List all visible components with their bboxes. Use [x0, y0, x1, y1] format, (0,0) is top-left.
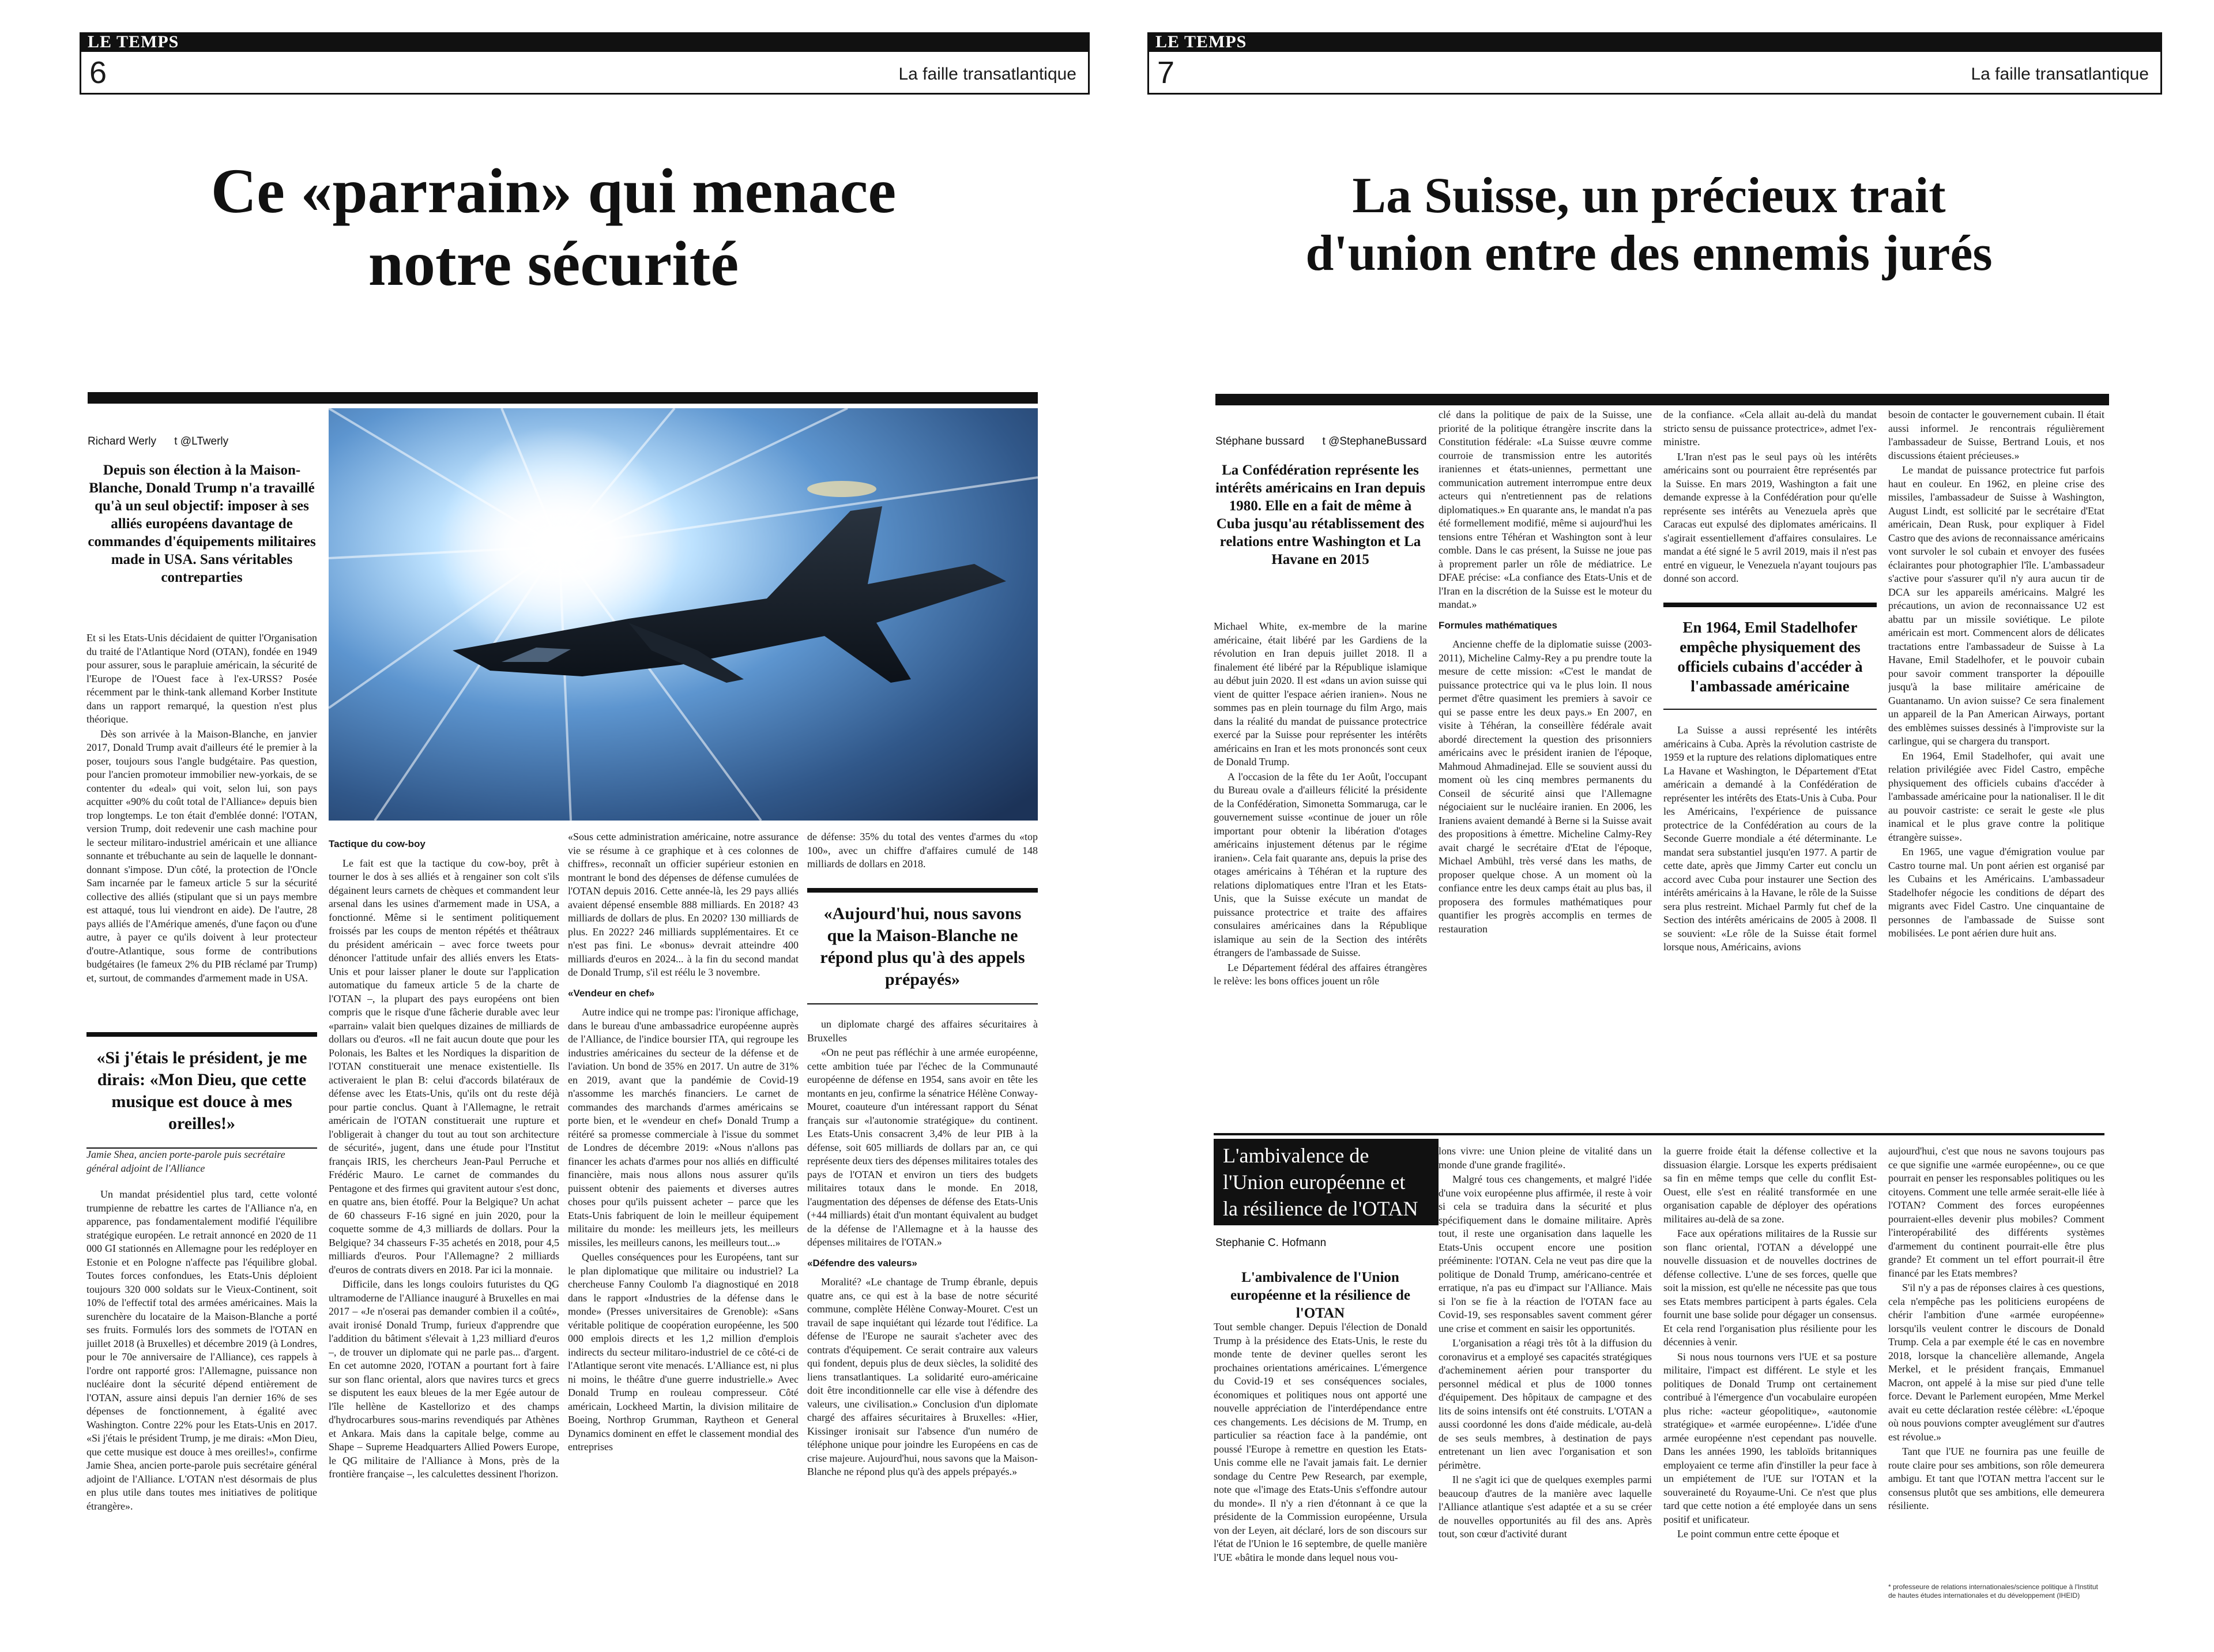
byline [1215, 435, 1426, 448]
paragraph: lons vivre: une Union pleine de vitalité dans un monde d'une grande fragilité». [1439, 1145, 1652, 1171]
paragraph: S'il n'y a pas de réponses claires à ces questions, cela n'empêche pas les politiciens européens de chérir l'ambition d'une «armée européenne» lorsqu'ils veulent contrer le discours de Donald Trump. Cela a par exemple été le cas en novembre 2018, lorsque la chancelière allemande, Angela Merkel, et le président français, Emmanuel Macron, ont appelé à la mise sur pied d'une telle force. Devant le Parlement européen, Mme Merkel avait eu cette déclaration restée célèbre: «L'époque où nous pouvions compter aveuglément sur d'autres est révolue.» [1888, 1282, 2104, 1443]
masthead-bar: LE TEMPS [1147, 32, 2162, 52]
pull-quote: En 1964, Emil Stadelhofer empêche physiquement des officiels cubains d'accéder à l'ambassade américaine [1663, 603, 1877, 710]
paragraph: de défense: 35% du total des ventes d'armes du «top 100», avec un chiffre d'affaires cumulé de 148 milliards de dollars en 2018. [807, 831, 1038, 870]
article-column-3 [1663, 408, 1877, 599]
fighter-jet-illustration [329, 408, 1038, 821]
paragraph: Si nous nous tournons vers l'UE et sa posture militaire, l'impact est différent. Le style et les politiques de Donald Trump ont certainement contribué à l'émergence d'un vocabulaire européen plus riche: «acteur géopolitique», «autonomie stratégique» et «armée européenne». L'idée d'une armée européenne n'est cependant pas nouvelle. Dans les années 1990, les tabloïds britanniques employaient ce terme afin d'instiller la peur face à un empiétement de l'UE sur l'OTAN et la souveraineté du Royaume-Uni. Ce n'est que plus tard que cette notion a été employée dans un sens positif et unificateur. [1663, 1350, 1877, 1525]
opinion-box-rule [1214, 1133, 2104, 1135]
paragraph: Face aux opérations militaires de la Russie sur son flanc oriental, l'OTAN a développé une nouvelle dissuasion et de nouvelles doctrines de défense collective. L'une de ses forces, quelle que soit la mission, est qu'elle ne nécessite pas que tous ses Etats membres participent à parts égales. Cela fournit une base solide pour dégager un consensus. Et cela rend l'organisation plus résiliente pour les décennies à venir. [1663, 1228, 1877, 1348]
paragraph: Moralité? «Le chantage de Trump ébranle, depuis quatre ans, ce qui est à la base de notre sécurité commune, complète Hélène Conway-Mouret. C'est un travail de sape inquiétant qui lézarde tout l'édifice. La défense de l'Europe ne saurait s'acheter avec des contrats d'équipement. Ce serait contraire aux valeurs qui fondent, depuis plus de deux siècles, la solidité des liens transatlantiques. La solidarité euro-américaine doit être inconditionnelle car elle vise à défendre des valeurs, une civilisation.» Conclusion d'un diplomate chargé des affaires sécuritaires à Bruxelles: «Hier, Kissinger ironisait sur l'absence d'un numéro de téléphone unique pour joindre les Européens en cas de crise majeure. Aujourd'hui, nous savons que la Maison-Blanche ne répond plus qu'à des appels prépayés.» [807, 1276, 1038, 1477]
paragraph: L'organisation a réagi très tôt à la diffusion du coronavirus et a employé ses capacités stratégiques d'acheminement aérien pour transporter du personnel médical et plus de 1000 tonnes d'équipement. Des hôpitaux de campagne et des lits de soins intensifs ont été construits. L'OTAN a aussi coordonné les dons d'aide médicale, au-delà de ses seuls membres, à destination de pays entretenant un lien avec l'organisation et son périmètre. [1439, 1337, 1652, 1471]
paragraph: la guerre froide était la défense collective et la dissuasion élargie. Lorsque les experts prédisaient sa fin en même temps que celle du conflit Est-Ouest, elle s'est en réalité transformée en une organisation capable de déployer des opérations militaires au-delà de sa zone. [1663, 1145, 1877, 1225]
paragraph: En 1965, une vague d'émigration voulue par Castro tourne mal. Un pont aérien est organisé par les Cubains et les Américains. L'ambassadeur Stadelhofer négocie les conditions de départ des migrants avec Fidel Castro. Une cinquantaine de personnes de l'ambassade de Suisse sont mobilisées. Le pont aérien dure huit ans. [1888, 846, 2104, 939]
byline-author: Stéphane bussard [1215, 435, 1305, 447]
fighter-jet-photo [329, 408, 1038, 821]
page-right [1107, 0, 2214, 1652]
headline-line-2: notre sécurité [368, 228, 739, 299]
paragraph: Le point commun entre cette époque et [1677, 1528, 1839, 1540]
article-column-2 [329, 830, 559, 1609]
footnote: * professeure de relations internationales/science politique à l'Institut de hautes études internationales et du développement (IHEID) [1888, 1583, 2098, 1600]
section-label: La faille transatlantique [898, 65, 1076, 84]
opinion-title-line-1: L'ambivalence de [1223, 1144, 1369, 1167]
opinion-column-4 [1888, 1145, 2104, 1568]
article-column-2 [1439, 408, 1652, 1122]
subheading: Tactique du cow-boy [329, 838, 426, 849]
opinion-column-3 [1663, 1145, 1877, 1609]
paragraph: de la confiance. «Cela allait au-delà du mandat stricto sensu de puissance protectrice», admet l'ex-ministre. [1663, 409, 1877, 447]
paragraph: Tout semble changer. Depuis l'élection de Donald Trump à la présidence des Etats-Unis, le reste du monde tente de deviner quelles seront les prochaines orientations américaines. L'émergence du Covid-19 et ses conséquences sociales, économiques et politiques nous ont apporté une nouvelle appréciation de l'interdépendance entre ces changements. Les décisions de M. Trump, en particulier sa réaction face à la pandémie, ont poussé l'Europe à remettre en question les Etats-Unis comme elle ne l'avait jamais fait. Le dernier sondage du Centre Pew Research, par exemple, note que «l'image des Etats-Unis s'effondre autour du monde». Il n'y a rien d'étonnant à ce que la présidente de la Commission européenne, Ursula von der Leyen, ait déclaré, lors de son discours sur l'état de l'Union le 16 septembre, de quelle manière l'UE «bâtira le monde dans lequel nous vou- [1214, 1321, 1427, 1563]
byline-twitter: t @LTwerly [174, 435, 229, 447]
masthead-bar: LE TEMPS [80, 32, 1090, 52]
opinion-column-1 [1214, 1320, 1427, 1609]
section-label: La faille transatlantique [1971, 65, 2149, 84]
byline-twitter: t @StephaneBussard [1322, 435, 1427, 447]
headline-line-2: d'union entre des ennemis jurés [1305, 225, 1993, 281]
paragraph: besoin de contacter le gouvernement cubain. Il était aussi informel. Je rencontrais régulièrement l'ambassadeur de Suisse, Bertrand Louis, et nos discussions étaient précieuses.» [1888, 409, 2104, 461]
article-column-1 [86, 631, 317, 1047]
opinion-author: Stephanie C. Hofmann [1215, 1237, 1327, 1249]
byline [88, 435, 228, 448]
headline [58, 155, 1049, 300]
paragraph: Autre indice qui ne trompe pas: l'ironique affichage, dans le bureau d'une ambassadrice européenne auprès de l'Alliance, de l'indice boursier ITA, qui regroupe les industries américaines du secteur de la défense et de l'aviation. Un bond de 35% en 2017. Un autre de 31% en 2019, avant que la pandémie de Covid-19 n'assomme les marchés financiers. Le carnet de commandes des marchands d'armes américains se porte bien, et le «vendeur en chef» Donald Trump a réitéré sa promesse commerciale à l'issue du sommet de Londres de décembre 2019: «Nous n'allons pas financer les achats d'armes pour nos alliés en difficulté financière, mais nous allons nous assurer qu'ils puissent obtenir des paiements et diverses autres choses pour qu'ils puissent acheter – parce que les Etats-Unis fabriquent de loin le meilleur équipement militaire du monde: les meilleurs jets, les meilleurs missiles, les meilleurs canons, les meilleurs tout...» [568, 1006, 799, 1248]
article-column-3 [568, 830, 799, 1609]
paragraph: En 1964, Emil Stadelhofer, qui avait une relation privilégiée avec Fidel Castro, empêche physiquement des officiels cubains d'accéder à l'ambassade américaine pour la nationaliser. Il le dit au pouvoir castriste: ce serait le geste «le plus inamical et le plus grave contre la politique étrangère suisse». [1888, 750, 2104, 843]
pull-quote: «Aujourd'hui, nous savons que la Maison-Blanche ne répond plus qu'à des appels prépayés» [807, 888, 1038, 1004]
opinion-column-2 [1439, 1145, 1652, 1609]
quote-attribution: Jamie Shea, ancien porte-parole puis secrétaire général adjoint de l'Alliance [86, 1149, 285, 1174]
subheading: «Vendeur en chef» [568, 987, 655, 999]
byline-author: Richard Werly [88, 435, 156, 447]
section-rule [1215, 394, 2109, 405]
paragraph: un diplomate chargé des affaires sécuritaires à Bruxelles [807, 1018, 1038, 1044]
opinion-title-line-3: la résilience de l'OTAN [1223, 1197, 1418, 1220]
page-header [1147, 52, 2162, 95]
opinion-lead: L'ambivalence de l'Union européenne et la résilience de l'OTAN [1230, 1270, 1410, 1321]
section-rule [88, 392, 1038, 404]
article-column-1b [86, 1188, 317, 1609]
pull-quote: «Si j'étais le président, je me dirais: «Mon Dieu, que cette musique est douce à mes oreilles!» [86, 1032, 317, 1149]
page-header [80, 52, 1090, 95]
paragraph: Un mandat présidentiel plus tard, cette volonté trumpienne de rebattre les cartes de l'Alliance n'a, en apparence, pas fondamentalement modifié l'équilibre stratégique européen. Le retrait annoncé en 2020 de 11 000 GI stationnés en Allemagne pour les redéployer en Estonie et en Pologne n'affecte pas l'équilibre global. Toutes forces confondues, les Etats-Unis déploient toujours 320 000 soldats sur le Vieux-Continent, soit 10% de l'effectif total des armées américaines. Mais la surenchère du locataire de la Maison-Blanche a porté ses fruits. Formulés lors des sommets de l'OTAN en juillet 2018 (à Bruxelles) et décembre 2019 (à Londres, pour le 70e anniversaire de l'Alliance), ces rappels à l'ordre ont rapporté gros: l'Allemagne, puissance non nucléaire dont la sécurité dépend entièrement de l'OTAN, assure ainsi depuis l'an dernier 16% de ses dépenses de fonctionnement, à égalité avec Washington. Contre 22% pour les Etats-Unis en 2017. «Si j'étais le président Trump, je me dirais: «Mon Dieu, que cette musique est douce à mes oreilles!», confirme Jamie Shea, ancien porte-parole puis secrétaire général adjoint de l'Alliance. L'OTAN n'est désormais de plus en plus utile dans toutes mes initiatives de politique étrangère». [86, 1188, 317, 1512]
paragraph: Quelles conséquences pour les Européens, tant sur le plan diplomatique que militaire ou industriel? La chercheuse Fanny Coulomb l'a diagnostiqué en 2018 dans le rapport «Industries de la défense dans le monde» (Presses universitaires de Grenoble): «Sans véritable politique de coopération européenne, les 500 000 emplois directs et les 1,2 million d'emplois indirects du secteur militaro-industriel de ce côté-ci de l'Atlantique seront vite menacés. L'Alliance est, ni plus ni moins, le théâtre d'une guerre industrielle.» Avec Donald Trump en rouleau compresseur. Côté américain, Lockheed Martin, la division militaire de Boeing, Northrop Grumman, Raytheon et General Dynamics dominent en effet le classement mondial des entreprises [568, 1251, 799, 1452]
paragraph: Il ne s'agit ici que de quelques exemples parmi beaucoup d'autres de la manière avec laquelle l'Alliance atlantique s'est adaptée et a su se créer de nouvelles opportunités au fil des ans. Après tout, son cœur d'activité durant [1439, 1474, 1652, 1540]
subheading: «Défendre des valeurs» [807, 1257, 917, 1269]
paragraph: clé dans la politique de paix de la Suisse, une priorité de la politique étrangère inscrite dans la Constitution fédérale: «La Suisse œuvre comme courroie de transmission entre les autorités iraniennes et états-uniennes, permettant une communication autrement interrompue entre deux acteurs qui n'entretiennent pas de relations diplomatiques.» En quarante ans, le mandat n'a pas été formellement modifié, même si aujourd'hui les tensions entre Téhéran et Washington sont à leur comble. Dans le cas présent, la Suisse ne joue pas à proprement parler un rôle de médiatrice. Le DFAE précise: «La confiance des Etats-Unis et de l'Iran en la discrétion de la Suisse est le moteur du mandat.» [1439, 409, 1652, 610]
headline-line-1: Ce «parrain» qui menace [210, 156, 897, 226]
paragraph: Malgré tous ces changements, et malgré l'idée d'une voix européenne plus affirmée, il reste à voir si cela se traduira dans la sécurité et plus spécifiquement dans le domaine militaire. Après tout, il reste une organisation dans laquelle les Etats-Unis occupent encore une position prééminente: l'OTAN. Cela ne veut pas dire que la politique de Donald Trump, américano-centrée et erratique, n'a pas eu d'impact sur l'Alliance. Mais si l'on se fie à la réaction de l'OTAN face au Covid-19, ses responsables savent comment gérer une crise et comment en saisir les opportunités. [1439, 1173, 1652, 1334]
subheading: Formules mathématiques [1439, 619, 1557, 631]
lead-paragraph: Depuis son élection à la Maison-Blanche, Donald Trump n'a travaillé qu'à un seul objectif: imposer à ses alliés européens davantage de commandes d'équipements militaires made in USA. Sans véritables contreparties [88, 462, 316, 585]
article-column-4 [1888, 408, 2104, 1122]
headline-line-1: La Suisse, un précieux trait [1352, 168, 1946, 224]
paragraph: Le mandat de puissance protectrice fut parfois haut en couleur. En 1962, en pleine crise des missiles, l'ambassadeur de Suisse à Washington, August Lindt, est sollicité par le secrétaire d'Etat américain, Dean Rusk, pour expliquer à Fidel Castro que des avions de reconnaissance américains vont survoler le sol cubain et envoyer des fusées éclairantes pour photographier l'île. L'ambassadeur s'active pour s'assurer qu'il n'y aura aucun tir de DCA sur les appareils américains. Malgré les précautions, un avion de reconnaissance U2 est abattu par un missile soviétique. Le pilote américain est mort. Commencent alors de délicates tractations entre l'ambassadeur de Suisse à La Havane, Emil Stadelhofer, et le pouvoir cubain pour savoir comment transporter la dépouille jusqu'à la base militaire américaine de Guantanamo. Un avion suisse? Ce sera finalement un appareil de la Pan American Airways, portant des emblèmes suisses dessinés à l'improviste sur la carlingue, qui se chargera du transport. [1888, 464, 2104, 747]
paragraph: Ancienne cheffe de la diplomatie suisse (2003-2011), Micheline Calmy-Rey a pu prendre toute la mesure de cette mission: «C'est le mandat de puissance protectrice qui va le plus loin. Il nous permet d'être quasiment les premiers à savoir ce qui se passe entre les deux pays.» En 2007, en visite à Téhéran, la conseillère fédérale avait abordé directement la question des prisonniers américains avec le président iranien de l'époque, Mahmoud Ahmadinejad. Elle se souvient aussi du moment où les cinq membres permanents du Conseil de sécurité ainsi que l'Allemagne négociaient sur le nucléaire iranien. En 2006, les Iraniens avaient demandé à Berne si la Suisse avait des propositions à émettre. Micheline Calmy-Rey avait chargé le secrétaire d'Etat de l'époque, Michael Ambühl, très versé dans les maths, de proposer quelque chose. A un moment où la confiance entre les deux camps était au plus bas, il proposera des formules mathématiques pour quantifier les progrès accomplis en termes de restauration [1439, 638, 1652, 935]
paragraph: «On ne peut pas réfléchir à une armée européenne, cette ambition tuée par l'échec de la Communauté européenne de défense en 1954, sans avoir en tête les montants en jeu, confirme la sénatrice Hélène Conway-Mouret, coauteure d'un intéressant rapport du Sénat français sur «l'autonomie stratégique» du continent. Les Etats-Unis consacrent 3,4% de leur PIB à la défense, soit 605 milliards de dollars par an, ce qui représente deux tiers des dépenses militaires totales des pays de l'OTAN et environ un tiers des budgets militaires totaux dans le monde. En 2018, l'augmentation des dépenses de défense des Etats-Unis (+44 milliards) était d'un montant équivalent au budget de la défense de l'Allemagne et à la hausse des dépenses militaires de l'OTAN.» [807, 1047, 1038, 1248]
paragraph: Dès son arrivée à la Maison-Blanche, en janvier 2017, Donald Trump avait d'ailleurs été le premier à la poser, toujours sous l'angle budgétaire. Pas question, pour l'ancien promoteur immobilier new-yorkais, de se contenter du «deal» qui voit, selon lui, son pays acquitter «90% du coût total de l'Alliance» depuis bien trop longtemps. Le ton était d'emblée donné: l'OTAN, version Trump, doit redevenir une cash machine pour le secteur militaro-industriel américain et une alliance sonnante et trébuchante au sein de laquelle le donnant-donnant s'impose. D'un côté, la protection de l'Oncle Sam incarnée par le fameux article 5 sur la sécurité collective des alliés (stipulant que si un pays membre est attaqué, tous lui viendront en aide). De l'autre, 28 pays alliés de l'Amérique amenés, d'une façon ou d'une autre, à payer ce qu'ils doivent à leur protecteur d'outre-Atlantique, sous forme de contributions budgétaires (le fameux 2% du PIB réclamé par Trump) et, surtout, de commandes d'armement made in USA. [86, 728, 317, 984]
paragraph: aujourd'hui, c'est que nous ne savons toujours pas ce que signifie une «armée européenne», ou ce que pourrait en penser les responsables politiques ou les citoyens. Comment une telle armée serait-elle liée à l'OTAN? Comment des forces européennes pourraient-elles devenir plus mobiles? Comment l'interopérabilité des différents systèmes d'armement du continent pourrait-elle être plus grande? Et comment un tel effort pourrait-il être financé par les Etats membres? [1888, 1145, 2104, 1279]
paragraph: A l'occasion de la fête du 1er Août, l'occupant du Bureau ovale a d'ailleurs félicité la présidente de la Confédération, Simonetta Sommaruga, car le gouvernement suisse «continue de jouer un rôle important pour obtenir la libération d'otages américains injustement détenus par le régime iranien». Cela fait quarante ans, depuis la prise des otages américains à Téhéran et la rupture des relations diplomatiques entre l'Iran et les Etats-Unis, que la Suisse exécute un mandat de puissance protectrice et traite des affaires consulaires américaines dans la République islamique au sein de la Section des intérêts étrangers de l'ambassade de Suisse. [1214, 770, 1427, 958]
headline [1142, 167, 2156, 283]
opinion-box-title [1214, 1139, 1439, 1225]
page-number: 7 [1157, 55, 1175, 90]
paragraph: Michael White, ex-membre de la marine américaine, était libéré par les Gardiens de la révolution en Iran depuis juillet 2018. Il a finalement été libéré par la République islamique au début juin 2020. Il est «dans un avion suisse qui vient de quitter l'espace aérien iranien». Nous ne sommes pas en plein tournage du film Argo, mais dans la réalité du mandat de puissance protectrice exercé par la Suisse pour représenter les intérêts américains en Iran et les mots prononcés sont ceux de Donald Trump. [1214, 620, 1427, 767]
paragraph: Le Département fédéral des affaires étrangères le relève: les bons offices jouent un rôle [1214, 961, 1427, 987]
paragraph: L'Iran n'est pas le seul pays où les intérêts américains sont ou pourraient être représentés par la Suisse. En mars 2019, Washington a fait une demande expresse à la Confédération pour qu'elle représente ses intérêts au Venezuela après que Caracas eut expulsé des diplomates américains. Il s'agirait essentiellement d'affaires consulaires. Le mandat a été signé le 5 avril 2019, mais il n'est pas entré en vigueur, le Venezuela n'ayant toujours pas donné son accord. [1663, 450, 1877, 584]
paragraph: «Sous cette administration américaine, notre assurance vie se résume à ce graphique et à ces colonnes de chiffres», reconnaît un officier supérieur estonien en montrant le bond des dépenses de défense cumulées de l'OTAN depuis 2016. Cette année-là, les 29 pays alliés avaient dépensé ensemble 888 milliards. En 2018? 43 milliards de dollars de plus. En 2020? 130 milliards de plus. En 2022? 246 milliards supplémentaires. Et ce n'est pas fini. Le «bonus» devrait atteindre 400 milliards d'euros en 2024... à la fin du second mandat de Donald Trump, s'il est réélu le 3 novembre. [568, 831, 799, 978]
paragraph: Le fait est que la tactique du cow-boy, prêt à tourner le dos à ses alliés et à rengainer son colt s'ils dégainent leurs carnets de chèques et commandent leur arsenal dans les usines d'armement made in USA, a fonctionné. Même si le sentiment politiquement froissés par les coups de menton répétés et théâtraux du président américain – avec force tweets pour dénoncer l'attitude unfair des alliés envers les Etats-Unis et pour laisser planer le doute sur l'application automatique du fameux article 5 de la charte de l'OTAN –, la plupart des pays européens ont bien compris que le risque d'une fâcherie durable avec leur «parrain» valait bien quelques dizaines de milliards de dollars ou d'euros. «Il ne fait aucun doute que pour les Polonais, les Baltes et les Nordiques la disparition de l'OTAN constituerait une menace existentielle. Ils activeraient le plan B: celui d'accords bilatéraux de défense avec les Etats-Unis, qu'ils ont du reste déjà pour partie conclus. Quant à l'Allemagne, le retrait américain de l'OTAN constituerait une rupture et l'obligerait à changer du tout au tout son architecture de sécurité», jugent, dans une étude pour l'Institut français IRIS, les chercheurs Jean-Paul Perruche et Frédéric Mauro. Le carnet de commandes du Pentagone et des firmes qui gravitent autour s'est donc, en quatre ans, bien étoffé. Pour la Belgique? Un achat de 60 chasseurs F-16 signé en juin 2020, pour la coquette somme de 4,3 milliards de dollars. Pour la Belgique? 34 chasseurs F-35 achetés en 2018, pour 4,5 milliards d'euros. Pour l'Allemagne? 2 milliards d'euros de contrats divers en 2018. Par ici la monnaie. [329, 857, 559, 1275]
paragraph: Difficile, dans les longs couloirs futuristes du QG ultramoderne de l'Alliance inauguré à Bruxelles en mai 2017 – «Je n'oserai pas demander combien il a coûté», avait ironisé Donald Trump, furieux d'apprendre que l'addition du bâtiment s'élevait à 1,23 milliard d'euros –, de trouver un diplomate qui ne parle pas... d'argent. En cet automne 2020, l'OTAN a pourtant fort à faire sur son flanc oriental, alors que navires turcs et grecs se disputent les eaux bleues de la mer Egée autour de l'île hellène de Kastellorizo et des champs d'hydrocarbures sous-marins revendiqués par Athènes et Ankara. Mais dans la capitale belge, comme au Shape – Supreme Headquarters Allied Powers Europe, le QG militaire de l'Alliance à Mons, près de la frontière française –, les calculettes dessinent l'horizon. [329, 1278, 559, 1480]
opinion-title-line-2: l'Union européenne et [1223, 1171, 1406, 1194]
article-column-1 [1214, 620, 1427, 1122]
paragraph: Et si les Etats-Unis décidaient de quitter l'Organisation du traité de l'Atlantique Nord (OTAN), fondée en 1949 pour assurer, sous le parapluie américain, la sécurité de l'Europe de l'Ouest face à l'ex-URSS? Posée récemment par le think-tank allemand Korber Institute dans un rapport remarqué, la question n'est plus théorique. [86, 632, 317, 725]
page-number: 6 [89, 55, 107, 90]
paragraph: La Suisse a aussi représenté les intérêts américains à Cuba. Après la révolution castriste de 1959 et la rupture des relations diplomatiques entre La Havane et Washington, le Département d'Etat américain a demandé à la Confédération de représenter les intérêts des Etats-Unis à Cuba. Pour les Américains, l'expérience de puissance protectrice de la Confédération au cours de la Seconde Guerre mondiale a été déterminante. Le mandat sera substantiel jusqu'en 1977. A partir de cette date, après que Jimmy Carter eut conclu un accord avec Cuba pour instaurer une Section des intérêts américains à la Havane, le rôle de la Suisse sera plus restreint. Michael Parmly fut chef de la Section des intérêts américains de 2005 à 2008. Il se souvient: «Le rôle de la Suisse était formel lorsque nous, Américains, avions [1663, 724, 1877, 953]
paragraph: Tant que l'UE ne fournira pas une feuille de route claire pour ses ambitions, son rôle demeurera ambigu. Et tant que l'OTAN mettra l'accent sur le consensus plutôt que ses ambitions, elle demeurera résiliente. [1888, 1446, 2104, 1511]
lead-paragraph: La Confédération représente les intérêts américains en Iran depuis 1980. Elle en a fait de même à Cuba jusqu'au rétablissement des relations entre Washington et La Havane en 2015 [1215, 462, 1425, 567]
article-column-4 [807, 830, 1038, 888]
article-column-3b [1663, 724, 1877, 1122]
article-column-4b [807, 1018, 1038, 1609]
